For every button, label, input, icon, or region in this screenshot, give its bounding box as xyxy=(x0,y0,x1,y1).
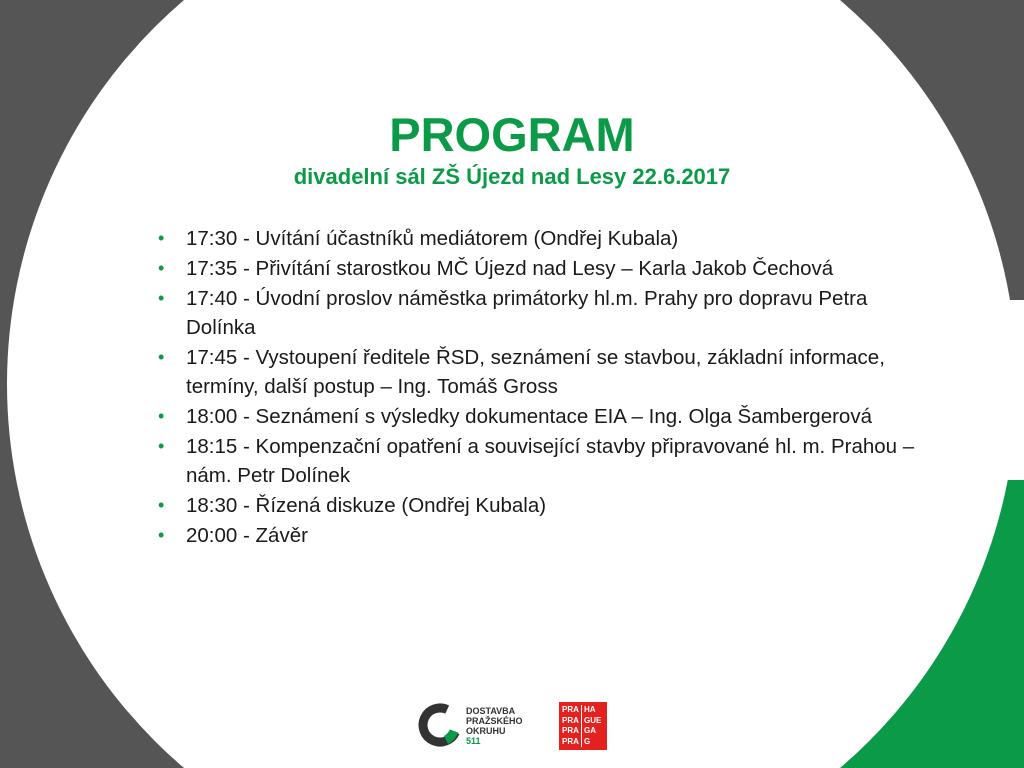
ring-logo-icon xyxy=(416,701,464,749)
agenda-item xyxy=(158,521,918,550)
bullet-icon: • xyxy=(158,436,165,456)
bullet-icon: • xyxy=(158,495,165,515)
agenda-item xyxy=(158,402,918,431)
agenda-item-text: 17:45 - Vystoupení ředitele ŘSD, seznámení se stavbou, základní informace, termíny, další postup – Ing. Tomáš Gross xyxy=(186,346,885,398)
bullet-icon: • xyxy=(158,347,165,367)
page-title: PROGRAM xyxy=(389,108,635,161)
logo-line: PRAŽSKÉHO xyxy=(466,716,523,726)
praha-logo xyxy=(559,702,607,750)
bullet-icon: • xyxy=(158,406,165,426)
logo-text xyxy=(466,706,546,746)
praha-cell: G xyxy=(584,736,591,746)
agenda-item-text: 17:40 - Úvodní proslov náměstka primátorky hl.m. Prahy pro dopravu Petra Dolínka xyxy=(186,287,868,339)
agenda-item xyxy=(158,224,918,253)
praha-cell: GA xyxy=(584,726,596,735)
agenda-item-text: 17:35 - Přivítání starostkou MČ Újezd nad Lesy – Karla Jakob Čechová xyxy=(186,257,834,280)
dostavba-prazskeho-okruhu-logo xyxy=(416,701,546,751)
praha-cell: PRA xyxy=(562,705,582,716)
praha-logo-grid xyxy=(562,705,602,747)
agenda-item xyxy=(158,343,918,401)
praha-cell: PRA xyxy=(562,726,582,737)
bullet-icon: • xyxy=(158,258,165,278)
agenda-item xyxy=(158,432,918,490)
agenda-item-text: 18:30 - Řízená diskuze (Ondřej Kubala) xyxy=(186,494,547,517)
agenda-item xyxy=(158,284,918,342)
bullet-icon: • xyxy=(158,288,165,308)
agenda-item-text: 18:00 - Seznámení s výsledky dokumentace EIA – Ing. Olga Šambergerová xyxy=(186,405,872,428)
bullet-icon: • xyxy=(158,525,165,545)
praha-cell: HA xyxy=(584,705,596,714)
praha-cell: PRA xyxy=(562,737,582,748)
logo-line: OKRUHU xyxy=(466,726,506,736)
logo-code: 511 xyxy=(466,736,481,746)
praha-cell: PRA xyxy=(562,716,582,727)
page-subtitle: divadelní sál ZŠ Újezd nad Lesy 22.6.2017 xyxy=(293,164,731,189)
agenda-item-text: 17:30 - Uvítání účastníků mediátorem (Ondřej Kubala) xyxy=(186,227,679,250)
bullet-icon: • xyxy=(158,228,165,248)
praha-cell: GUE xyxy=(584,715,602,725)
agenda-list xyxy=(158,224,918,551)
agenda-item xyxy=(158,254,918,283)
agenda-item xyxy=(158,491,918,520)
agenda-item-text: 18:15 - Kompenzační opatření a související stavby připravované hl. m. Prahou – nám. Petr Dolínek xyxy=(186,435,915,487)
agenda-item-text: 20:00 - Závěr xyxy=(186,524,308,547)
logo-line: DOSTAVBA xyxy=(466,706,516,716)
